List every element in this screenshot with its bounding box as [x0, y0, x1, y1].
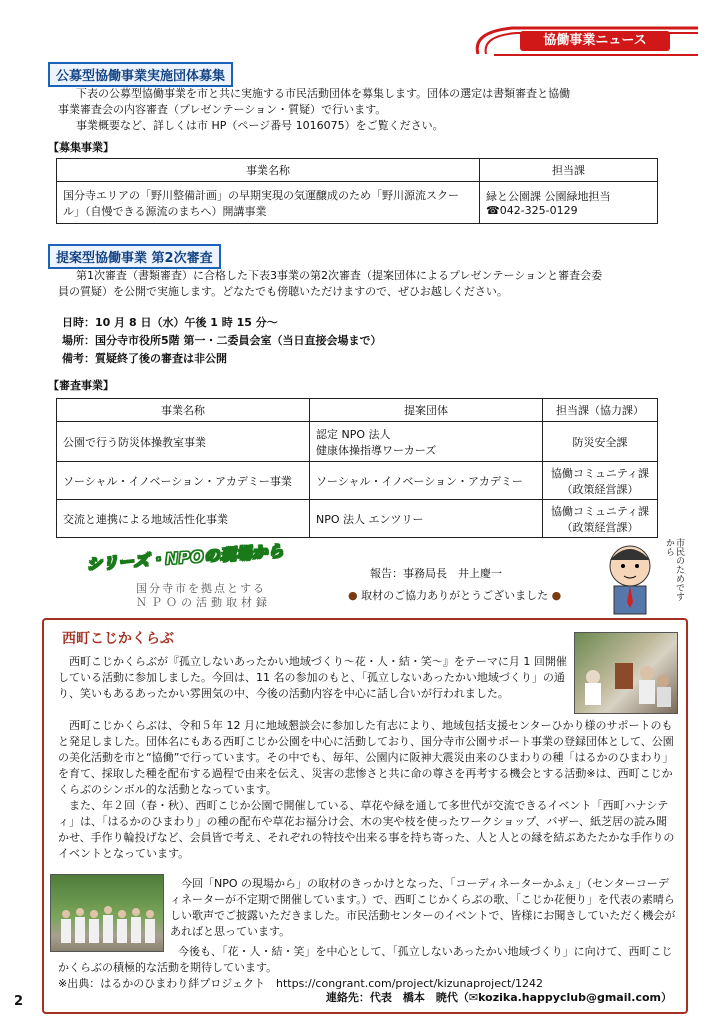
chestnut-icon: ●: [348, 589, 358, 602]
review-dept: 協働コミュニティ課: [551, 504, 649, 518]
recruit-table-label: 【募集事業】: [48, 141, 114, 154]
review-dept: 協働コミュニティ課: [551, 466, 649, 480]
page-number: 2: [14, 994, 24, 1009]
series-sub2: ＮＰＯの活動取材録: [136, 596, 271, 609]
table-row: [57, 422, 658, 462]
review-org: NPO 法人 エンツリー: [310, 500, 543, 538]
table-row: [57, 500, 658, 538]
col-header-org: 提案団体: [310, 399, 543, 422]
review-table-label: 【審査事業】: [48, 379, 114, 392]
section1-hp-note: 事業概要など、詳しくは市 HP（ページ番号 1016075）をご覧ください。: [76, 119, 444, 132]
article-paragraph-2: 西町こじかくらぶは、令和５年 12 月に地域懇談会に参加した有志により、地域包括支援センターひかり様のサポートのもと発足しました。団体名にもある西町こじか公園を中心に活動しており、国分寺市公園サポート事業の登録団体として、公園の美化活動を市と“協働”で行っています。その中でも、毎年、公園内に阪神大震災由来のひまわりの種「はるかのひまわり」を育て、採取した種を配布する過程で由来を伝え、災害の悲惨さと共に命の尊さを再考する機会とする活動※は、西町こじかくらぶのシンボル的な活動となっています。: [58, 719, 674, 796]
article-paragraph-1: 西町こじかくらぶが『孤立しないあったかい地域づくり～花・人・結・笑～』をテーマに月 1 回開催している活動に参加しました。今回は、11 名の参加のもと、「孤立しないあったかい地域づくり」の通り、笑いもあるあったかい雰囲気の中、今後の活動内容を中心に話し合いが行われました。: [58, 655, 567, 700]
col-header-project: 事業名称: [57, 399, 310, 422]
recruit-project-name: 国分寺エリアの「野川整備計画」の早期実現の気運醸成のため「野川源流スクール」（自慢できる源流のまちへ）開講事業: [57, 182, 480, 224]
article-title: 西町こじかくらぶ: [62, 631, 174, 647]
recruit-table: [56, 158, 658, 224]
article-paragraph-5: 今後も、「花・人・結・笑」を中心として、「孤立しないあったかい地域づくり」に向けて、西町こじかくらぶの積極的な活動を期待しています。: [58, 945, 673, 974]
section-title-recruit: 公募型協働事業実施団体募集: [48, 62, 233, 87]
recruit-dept: 緑と公園課 公園緑地担当: [486, 190, 611, 203]
article-source: ※出典：はるかのひまわり絆プロジェクト https://congrant.com/project/kizunaproject/1242: [58, 977, 544, 990]
review-dept-sub: （政策経営課）: [561, 520, 639, 534]
recruit-tel: ☎042-325-0129: [486, 204, 578, 217]
col-header-dept: 担当課: [480, 159, 658, 182]
review-dept-sub: （政策経営課）: [561, 482, 639, 496]
review-project-name: 交流と連携による地域活性化事業: [57, 500, 310, 538]
activity-photo-group: [50, 874, 164, 952]
section2-paragraph: 第1次審査（書類審査）に合格した下表3事業の第2次審査（提案団体によるプレゼンテーションと審査会委: [76, 269, 603, 282]
article-paragraph-4: 今回「NPO の現場から」の取材のきっかけとなった、「コーディネーターかふぇ」（センターコーディネーターが不定期で開催しています。）で、西町こじかくらぶの歌、「こじか花便り」を代表の素晴らしい歌声でご披露いただきました。市民活動センターのイベントで、皆様にお聞きしていただく機会があればと思っています。: [170, 877, 676, 938]
reporter: 報告：事務局長 井上慶一: [370, 567, 502, 580]
section1-paragraph: 下表の公募型協働事業を市と共に実施する市民活動団体を募集します。団体の選定は書類審査と協働: [76, 87, 571, 100]
review-org: ソーシャル・イノベーション・アカデミー: [310, 462, 543, 500]
review-table: [56, 398, 658, 538]
reporter-caricature: [600, 536, 690, 616]
thanks-text: 取材のご協力ありがとうございました: [361, 589, 549, 602]
series-banner: [85, 541, 326, 612]
section-title-review: 提案型協働事業 第2次審査: [48, 244, 221, 269]
review-place: 場所：国分寺市役所5階 第一・二委員会室（当日直接会場まで）: [62, 334, 382, 347]
review-project-name: ソーシャル・イノベーション・アカデミー事業: [57, 462, 310, 500]
article-contact: 連絡先：代表 橋本 暁代（✉kozika.happyclub@gmail.com）: [325, 991, 672, 1004]
article-paragraph-3: また、年２回（春・秋）、西町こじか公園で開催している、草花や緑を通して多世代が交流できるイベント「西町ハナシティ」は、「はるかのひまわり」の種の配布や草花お福分け会、木の実や枝を使ったワークショップ、バザー、紙芝居の読み聞かせ、手作り輪投げなど、会員皆で考え、それぞれの特技や出来る事を持ち寄った、人と人との縁を結ぶあたたかな手作りのイベントとなっています。: [58, 799, 675, 860]
series-title: シリーズ・NPOの現場から: [85, 541, 285, 574]
header-badge-label: 協働事業ニュース: [520, 31, 670, 51]
photo-people-graphic: [575, 633, 677, 713]
col-header-dept2: 担当課（協力課）: [543, 399, 658, 422]
section2-paragraph-cont: 員の質疑）を公開で実施します。どなたでも傍聴いただけますので、ぜひお越しください。: [58, 285, 508, 298]
header-badge: [472, 24, 700, 58]
photo-group-graphic: [51, 875, 163, 951]
review-org-line2: 健康体操指導ワーカーズ: [316, 443, 437, 457]
review-dept: 防災安全課: [572, 435, 628, 449]
speech-bubble-text: 市民のためですから: [664, 538, 684, 601]
review-date: 日時：10 月 8 日（水）午後 1 時 15 分～: [62, 316, 278, 329]
series-sub1: 国分寺市を拠点とする: [136, 582, 266, 595]
activity-photo-top: [574, 632, 678, 714]
review-project-name: 公園で行う防災体操教室事業: [57, 422, 310, 462]
chestnut-icon: ●: [551, 589, 562, 602]
review-org: 認定 NPO 法人: [316, 427, 391, 441]
table-row: [57, 462, 658, 500]
col-header-name: 事業名称: [57, 159, 480, 182]
review-note: 備考：質疑終了後の審査は非公開: [62, 352, 227, 365]
section1-paragraph-cont: 事業審査会の内容審査（プレゼンテーション・質疑）で行います。: [58, 103, 387, 116]
